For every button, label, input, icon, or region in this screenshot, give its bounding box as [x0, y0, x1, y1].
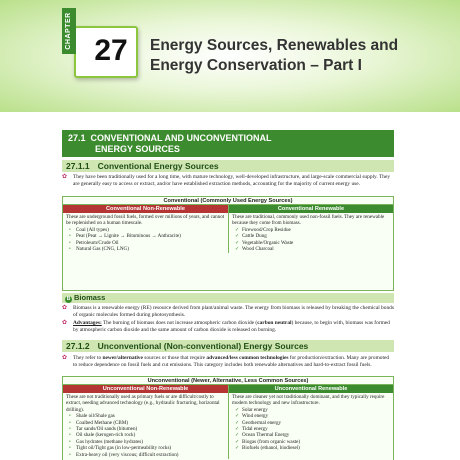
- biomass-badge-icon: B: [66, 296, 71, 302]
- check-icon: ✓: [235, 246, 240, 253]
- biomass-advantages-paragraph: ✿ Advantages: The burning of biomass does not increase atmospheric carbon dioxide (carbon neutral) because, to begin with, biomass was formed by atmospheric carbon dioxide and the same amount of carbon dioxide is released on burning.: [62, 320, 390, 333]
- table-title: Conventional (Commonly Used Energy Sources): [63, 197, 393, 205]
- list-item: • Natural Gas (CNG, LNG): [69, 246, 129, 253]
- list-item: ✓ Vegetable/Organic Waste: [235, 239, 294, 246]
- bullet-dot-icon: •: [69, 419, 71, 426]
- flower-bullet-icon: ✿: [62, 320, 68, 326]
- check-icon: ✓: [235, 239, 240, 246]
- bullet-dot-icon: •: [69, 445, 71, 452]
- unconventional-paragraph: ✿ They refer to newer/alternative sources or those that require advanced/less common technologies for production/extraction. Many are promoted to reduce dependence on fossil fuels and cut emissions. This category includes both renewable alternatives and hard-to-extract fossil fuels.: [62, 355, 390, 368]
- column-header: Conventional Non-Renewable: [63, 205, 228, 213]
- table-title: Unconventional (Newer, Alternative, Less Common Sources): [63, 377, 393, 385]
- flower-bullet-icon: ✿: [62, 305, 68, 311]
- check-icon: ✓: [235, 419, 240, 426]
- column-intro: These are not traditionally used as primary fuels or are difficult/costly to extract, needing advanced technology (e.g., hydraulic fracturing, horizontal drilling).: [66, 394, 220, 413]
- paragraph-text: They have been traditionally used for a long time, with mature technology, well-developed infrastructure, and large-scale commercial supply. They are generally easy to access or extract, and/or have established extraction methods, accounting for the majority of current energy use.: [73, 174, 391, 187]
- chapter-title-line1: Energy Sources, Renewables and: [150, 37, 399, 54]
- bullet-dot-icon: •: [69, 226, 71, 233]
- bullet-dot-icon: •: [69, 246, 71, 253]
- list-item: • Coal (All types): [69, 226, 109, 233]
- list-item: • Coalbed Methane (CBM): [69, 419, 129, 426]
- bullet-dot-icon: •: [69, 438, 71, 445]
- check-icon: ✓: [235, 233, 240, 240]
- subsection-title: Conventional Energy Sources: [97, 161, 219, 171]
- list-item: ✓ Geothermal energy: [235, 419, 282, 426]
- check-icon: ✓: [235, 413, 240, 420]
- list-item: • Extra-heavy oil (very viscous; difficult extraction): [69, 451, 179, 458]
- column-intro: These are underground fossil fuels, formed over millions of years, and cannot be replenished on a human timescale.: [66, 214, 225, 227]
- flower-bullet-icon: ✿: [62, 355, 68, 361]
- conventional-paragraph: [62, 174, 394, 187]
- carbon-neutral-term: carbon neutral: [257, 320, 292, 326]
- list-item: • Petroleum/Crude Oil: [69, 239, 119, 246]
- column-header: Unconventional Non-Renewable: [63, 385, 228, 393]
- check-icon: ✓: [235, 438, 240, 445]
- list-item: ✓ Wood Charcoal: [235, 246, 274, 253]
- conventional-renewable-column: [228, 205, 393, 253]
- biomass-heading: [62, 293, 394, 303]
- subsection-heading-conventional: [62, 160, 394, 172]
- list-item: ✓ Solar energy: [235, 406, 268, 413]
- list-item: ✓ Biofuels (ethanol, biodiesel): [235, 445, 300, 452]
- flower-bullet-icon: ✿: [62, 174, 68, 180]
- list-item: ✓ Firewood/Crop Residue: [235, 226, 291, 233]
- unconventional-non-renewable-column: [63, 385, 228, 459]
- list-item: ✓ Cattle Dung: [235, 233, 267, 240]
- column-header: Unconventional Renewable: [229, 385, 393, 393]
- paragraph-text: Biomass is a renewable energy (RE) resource derived from plant/animal waste. The energy from biomass is released by breaking the chemical bonds of organic molecules formed during photosynthesis.: [73, 305, 394, 318]
- conventional-non-renewable-column: [63, 205, 228, 253]
- conventional-table: [62, 196, 394, 291]
- list-item: ✓ Tidal energy: [235, 426, 268, 433]
- list-item: ✓ Ocean Thermal Energy: [235, 432, 290, 439]
- check-icon: ✓: [235, 226, 240, 233]
- chapter-title-line2: Energy Conservation – Part I: [150, 57, 362, 74]
- check-icon: ✓: [235, 445, 240, 452]
- bullet-dot-icon: •: [69, 239, 71, 246]
- chapter-label: CHAPTER: [62, 8, 76, 54]
- section-number: 27.1: [68, 133, 86, 143]
- bullet-dot-icon: •: [69, 413, 71, 420]
- list-item: • Oil shale (kerogen-rich rock): [69, 432, 136, 439]
- unconventional-renewable-column: [228, 385, 393, 459]
- biomass-paragraph: [62, 305, 394, 318]
- bullet-dot-icon: •: [69, 451, 71, 458]
- biomass-title: Biomass: [74, 293, 106, 302]
- list-item: ✓ Wind energy: [235, 413, 269, 420]
- unconventional-table: [62, 376, 394, 460]
- chapter-header: [0, 0, 460, 112]
- list-item: ✓ Biogas (from organic waste): [235, 438, 301, 445]
- list-item: • Tar sands/Oil sands (bitumen): [69, 426, 138, 433]
- bullet-dot-icon: •: [69, 432, 71, 439]
- section-title-line1: CONVENTIONAL AND UNCONVENTIONAL: [90, 133, 272, 143]
- bullet-dot-icon: •: [69, 426, 71, 433]
- column-header: Conventional Renewable: [229, 205, 393, 213]
- list-item: • Shale oil/Shale gas: [69, 413, 115, 420]
- column-intro: These are traditional, commonly used non-fossil fuels. They are renewable because they come from biomass.: [232, 214, 385, 227]
- section-heading: [62, 130, 394, 157]
- column-intro: These are cleaner yet not traditionally dominant, and they typically require modern technology and new infrastructure.: [232, 394, 385, 407]
- check-icon: ✓: [235, 426, 240, 433]
- subsection-title: Unconventional (Non-conventional) Energy Sources: [97, 341, 309, 351]
- chapter-number: 27: [94, 34, 128, 67]
- check-icon: ✓: [235, 432, 240, 439]
- subsection-number: 27.1.1: [66, 161, 90, 171]
- check-icon: ✓: [235, 406, 240, 413]
- bullet-dot-icon: •: [69, 233, 71, 240]
- subsection-number: 27.1.2: [66, 341, 90, 351]
- advantages-label: Advantages:: [73, 320, 102, 326]
- list-item: • Peat (Peat → Lignite → Bituminous → Anthracite): [69, 233, 181, 240]
- subsection-heading-unconventional: [62, 340, 394, 352]
- chapter-title: [150, 36, 450, 76]
- section-title-line2: ENERGY SOURCES: [95, 143, 180, 154]
- list-item: • Gas hydrates (methane hydrates): [69, 438, 143, 445]
- list-item: • Tight oil/Tight gas (in low-permeability rocks): [69, 445, 172, 452]
